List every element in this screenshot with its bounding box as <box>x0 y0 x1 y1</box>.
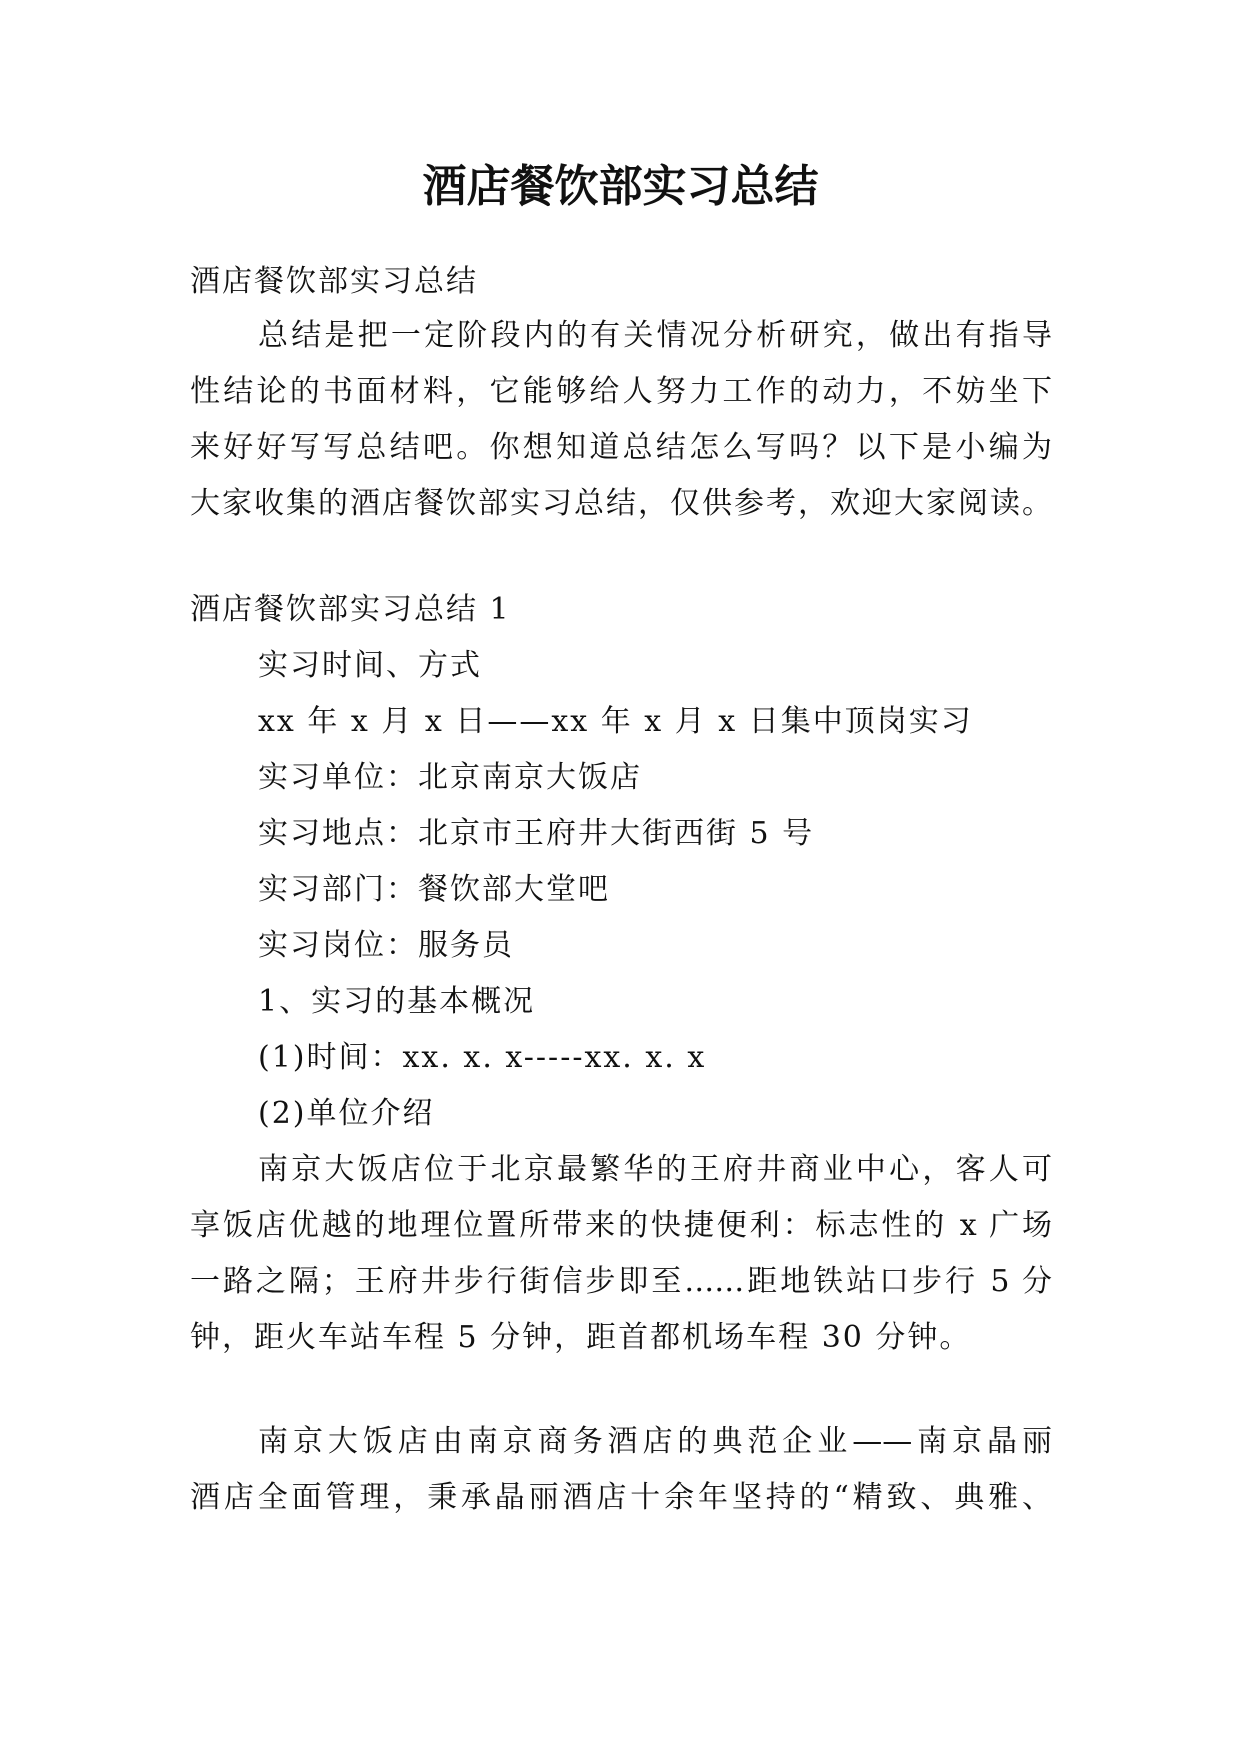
document-title: 酒店餐饮部实习总结 <box>422 161 819 212</box>
intro-line: 性结论的书面材料，它能够给人努力工作的动力，不妨坐下 <box>190 374 1052 409</box>
intro-line: 来好好写写总结吧。你想知道总结怎么写吗？以下是小编为 <box>190 430 1052 465</box>
paragraph-line: 酒店全面管理，秉承晶丽酒店十余年坚持的“精致、典雅、 <box>190 1480 1052 1515</box>
list-item: (2)单位介绍 <box>258 1096 435 1131</box>
list-item: 1、实习的基本概况 <box>258 984 536 1019</box>
list-item: xx 年 x 月 x 日——xx 年 x 月 x 日集中顶岗实习 <box>258 704 973 739</box>
section-heading: 酒店餐饮部实习总结 1 <box>190 592 511 627</box>
document-subtitle: 酒店餐饮部实习总结 <box>190 264 478 299</box>
list-item: 实习部门：餐饮部大堂吧 <box>258 872 610 907</box>
list-item: (1)时间：xx. x. x-----xx. x. x <box>258 1040 707 1075</box>
intro-line: 大家收集的酒店餐饮部实习总结，仅供参考，欢迎大家阅读。 <box>190 486 1052 521</box>
list-item: 实习地点：北京市王府井大街西街 5 号 <box>258 816 815 851</box>
list-item: 实习时间、方式 <box>258 648 482 683</box>
paragraph-line: 南京大饭店位于北京最繁华的王府井商业中心，客人可 <box>258 1152 1052 1187</box>
list-item: 实习单位：北京南京大饭店 <box>258 760 642 795</box>
list-item: 实习岗位：服务员 <box>258 928 514 963</box>
intro-line: 总结是把一定阶段内的有关情况分析研究，做出有指导 <box>258 318 1052 353</box>
paragraph-line: 钟，距火车站车程 5 分钟，距首都机场车程 30 分钟。 <box>190 1320 972 1355</box>
paragraph-line: 享饭店优越的地理位置所带来的快捷便利：标志性的 x 广场 <box>190 1208 1052 1243</box>
paragraph-line: 一路之隔；王府井步行街信步即至……距地铁站口步行 5 分 <box>190 1264 1052 1299</box>
paragraph-line: 南京大饭店由南京商务酒店的典范企业——南京晶丽 <box>258 1424 1052 1459</box>
